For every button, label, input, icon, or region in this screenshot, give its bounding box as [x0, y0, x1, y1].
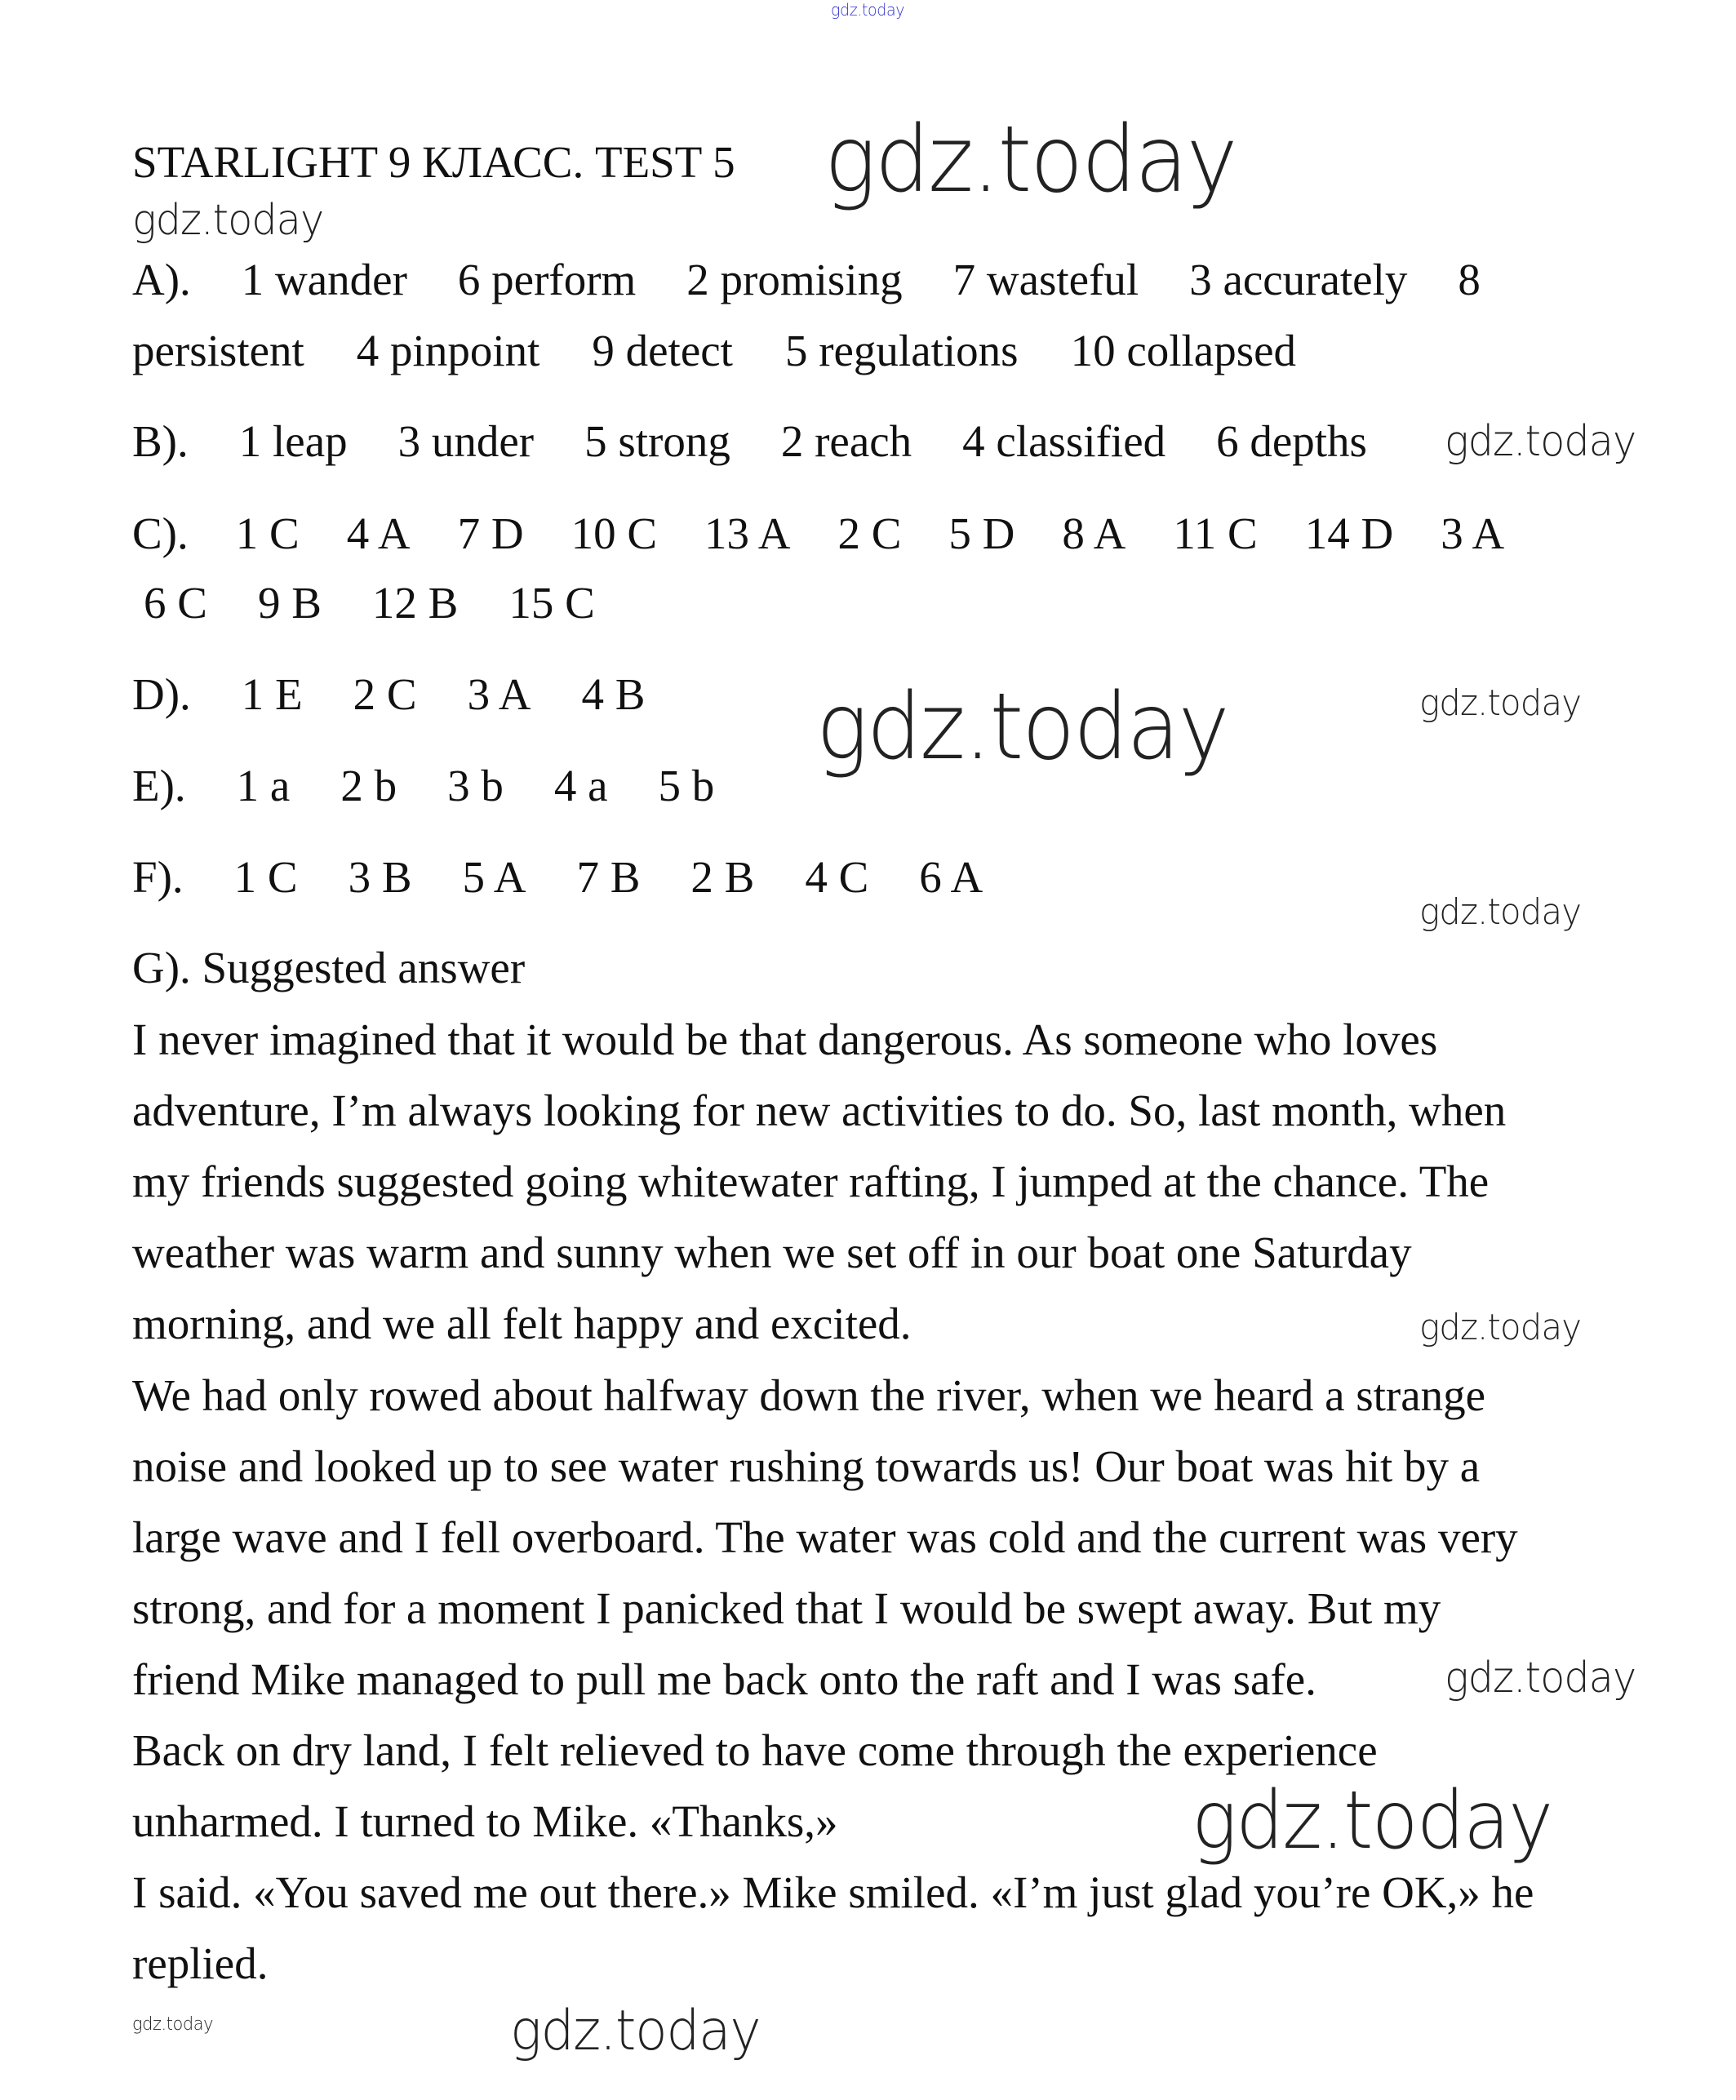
essay-line: my friends suggested going whitewater rafting, I jumped at the chance. The — [132, 1157, 1490, 1207]
watermark-large: gdz.today — [816, 674, 1228, 780]
answer-item: 6 C — [144, 578, 207, 628]
answer-item: 5 regulations — [784, 326, 1019, 375]
answer-item: 2 B — [690, 852, 755, 902]
answer-item: 3 under — [397, 416, 535, 466]
answer-item: 6 A — [919, 852, 983, 902]
watermark: gdz.today — [1445, 417, 1636, 466]
essay-line: adventure, I’m always looking for new activities to do. So, last month, when — [132, 1086, 1507, 1136]
answer-item: 14 D — [1304, 508, 1394, 558]
answer-item: 2 promising — [686, 255, 903, 304]
answer-item: 3 B — [348, 852, 412, 902]
essay-line: weather was warm and sunny when we set off in our boat one Saturday — [132, 1228, 1412, 1278]
section-label: B). — [132, 416, 189, 466]
answer-item: 1 C — [235, 508, 300, 558]
answer-item: 1 a — [236, 761, 291, 810]
answer-item: 3 b — [447, 761, 504, 810]
answer-item: 5 strong — [584, 416, 730, 466]
answer-item: 6 depths — [1216, 416, 1367, 466]
answer-item: 12 B — [371, 578, 459, 628]
section-a-line-1 — [132, 253, 1481, 307]
answer-item: 4 classified — [962, 416, 1166, 466]
answer-item: 7 B — [576, 852, 641, 902]
watermark-large: gdz.today — [1192, 1774, 1552, 1867]
essay-line: noise and looked up to see water rushing towards us! Our boat was hit by a — [132, 1441, 1481, 1491]
answer-item: 3 A — [1441, 508, 1505, 558]
essay-line: I said. «You saved me out there.» Mike smiled. «I’m just glad you’re OK,» he — [132, 1867, 1534, 1918]
answer-item: 1 leap — [238, 416, 348, 466]
answer-item: 2 b — [340, 761, 397, 810]
essay-line: large wave and I fell overboard. The water was cold and the current was very — [132, 1512, 1518, 1562]
answer-item: 8 — [1458, 255, 1481, 304]
answer-item: 9 detect — [592, 326, 733, 375]
answer-item: 9 B — [257, 578, 322, 628]
answer-item: 4 C — [805, 852, 869, 902]
answer-item: 11 C — [1173, 508, 1258, 558]
section-label: D). — [132, 669, 191, 719]
watermark: gdz.today — [510, 1999, 761, 2063]
section-c-line-1 — [132, 507, 1504, 561]
section-c-line-2 — [144, 576, 595, 630]
watermark-large: gdz.today — [824, 107, 1237, 213]
section-g-heading: G). Suggested answer — [132, 943, 526, 992]
answer-item: 5 b — [658, 761, 715, 810]
answer-item: 4 B — [581, 669, 646, 719]
essay-line: morning, and we all felt happy and excited. — [132, 1299, 912, 1349]
answer-item: 15 C — [508, 578, 595, 628]
answer-item: 7 D — [457, 508, 524, 558]
section-f — [132, 850, 983, 904]
essay-line: I never imagined that it would be that dangerous. As someone who loves — [132, 1014, 1438, 1064]
answer-item: 8 A — [1062, 508, 1126, 558]
essay-line: We had only rowed about halfway down the river, when we heard a strange — [132, 1370, 1486, 1420]
answer-item: 7 wasteful — [952, 255, 1139, 304]
essay-line: unharmed. I turned to Mike. «Thanks,» — [132, 1796, 838, 1847]
answer-item: 4 pinpoint — [356, 326, 540, 375]
section-label: E). — [132, 761, 186, 810]
section-label: F). — [132, 852, 184, 902]
answer-item: 1 C — [233, 852, 298, 902]
answer-item: 1 wander — [241, 255, 407, 304]
watermark: gdz.today — [1419, 1307, 1582, 1348]
essay-line: replied. — [132, 1938, 269, 1989]
section-label: A). — [132, 255, 191, 304]
answer-item: 10 C — [571, 508, 658, 558]
section-e — [132, 759, 714, 813]
essay-line: Back on dry land, I felt relieved to have come through the experience — [132, 1725, 1378, 1775]
watermark: gdz.today — [1419, 891, 1582, 933]
section-b — [132, 415, 1367, 468]
page-title: STARLIGHT 9 КЛАСС. TEST 5 — [132, 137, 735, 187]
answer-item: 1 E — [241, 669, 303, 719]
answer-item: 5 D — [948, 508, 1015, 558]
answer-item: 4 a — [553, 761, 608, 810]
answer-item: 13 A — [704, 508, 791, 558]
answer-item: 4 A — [346, 508, 411, 558]
answer-item: 3 A — [467, 669, 531, 719]
watermark: gdz.today — [132, 196, 324, 245]
answer-item: 6 perform — [457, 255, 637, 304]
watermark-top: gdz.today — [831, 0, 905, 20]
watermark: gdz.today — [1445, 1654, 1636, 1703]
section-a-line-2 — [132, 324, 1296, 378]
watermark-small: gdz.today — [132, 2014, 214, 2035]
section-label: C). — [132, 508, 189, 558]
section-d — [132, 668, 645, 721]
answer-item: persistent — [132, 326, 304, 375]
answer-item: 3 accurately — [1189, 255, 1408, 304]
watermark: gdz.today — [1419, 682, 1582, 724]
answer-item: 2 reach — [780, 416, 912, 466]
answer-item: 2 C — [353, 669, 417, 719]
answer-item: 5 A — [462, 852, 526, 902]
answer-item: 2 C — [837, 508, 902, 558]
essay-line: friend Mike managed to pull me back onto the raft and I was safe. — [132, 1654, 1316, 1704]
answer-item: 10 collapsed — [1070, 326, 1297, 375]
essay-line: strong, and for a moment I panicked that I would be swept away. But my — [132, 1583, 1441, 1633]
